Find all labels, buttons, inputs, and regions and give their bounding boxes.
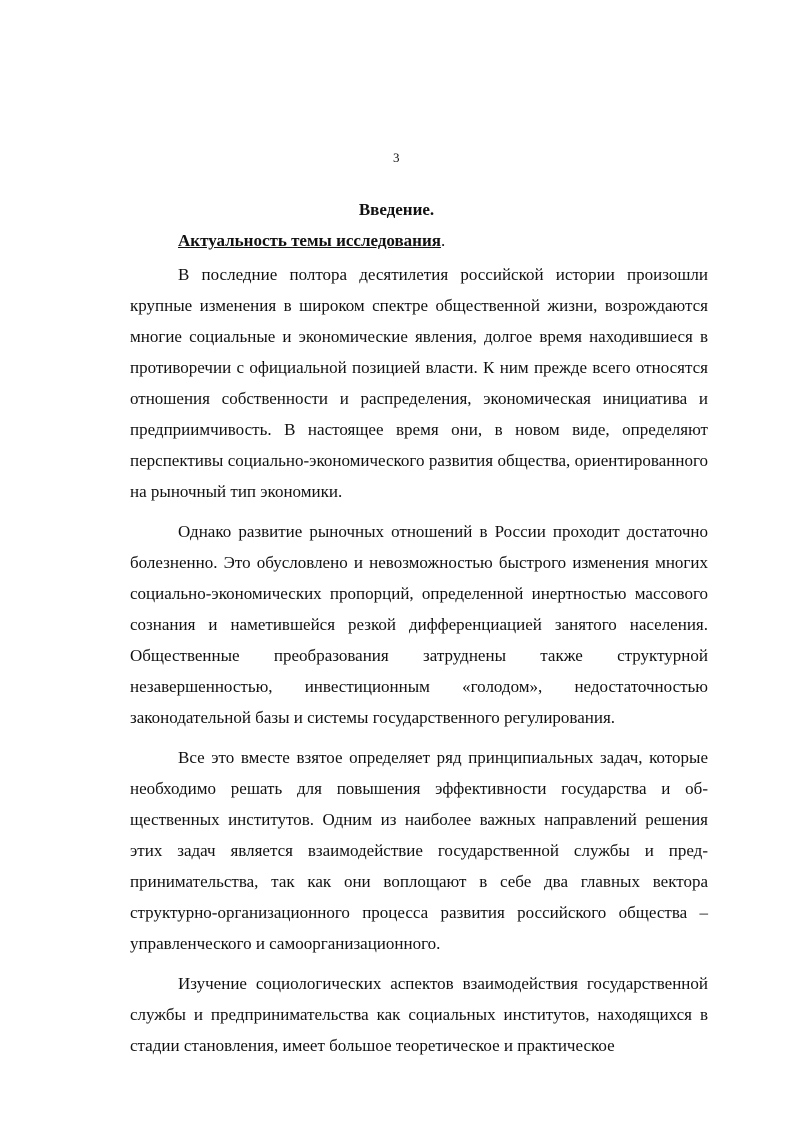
page-number: 3 bbox=[393, 150, 400, 165]
paragraph: Однако развитие рыночных отношений в России проходит достаточно болезненно. Это обусловлено и невозможностью быстрого изменения многих социально-экономических пропорций, определенной инертностью массового сознания и наметившейся резкой дифференциацией занятого населения. Общественные преобразования затруднены также структурной незавершенностью, инвестиционным «голодом», недостаточностью законодательной базы и системы государственного регулирования. bbox=[130, 522, 708, 727]
paragraph: Все это вместе взятое определяет ряд принципиальных задач, которые необходимо решать для повышения эффективности государства и общественных институтов. Одним из наиболее важных направлений решения этих задач является взаимодействие государственной службы и предпринимательства, так как они воплощают в себе два главных вектора структурно-организационного процесса развития российского общества – управленческого и самоорганизационного. bbox=[130, 748, 708, 953]
paragraph: В последние полтора десятилетия российской истории произошли крупные изменения в широком спектре общественной жизни, возрождаются многие социальные и экономические явления, долгое время находившиеся в противоречии с официальной позицией власти. К ним прежде всего относятся отношения собственности и распределения, экономическая инициатива и предприимчивость. В настоящее время они, в новом виде, определяют перспективы социально-экономического развития общества, ориентированного на рыночный тип экономики. bbox=[130, 265, 708, 501]
paragraph: Изучение социологических аспектов взаимодействия государственной службы и предпринимательства как социальных институтов, находящихся в стадии становления, имеет большое теоретическое и практическое bbox=[130, 974, 708, 1055]
section-heading: Введение. bbox=[358, 200, 435, 219]
subheading-text: Актуальность темы исследования bbox=[178, 231, 441, 250]
subheading-punctuation: . bbox=[440, 231, 446, 250]
section-subheading bbox=[178, 231, 445, 251]
body-text bbox=[130, 259, 708, 1070]
